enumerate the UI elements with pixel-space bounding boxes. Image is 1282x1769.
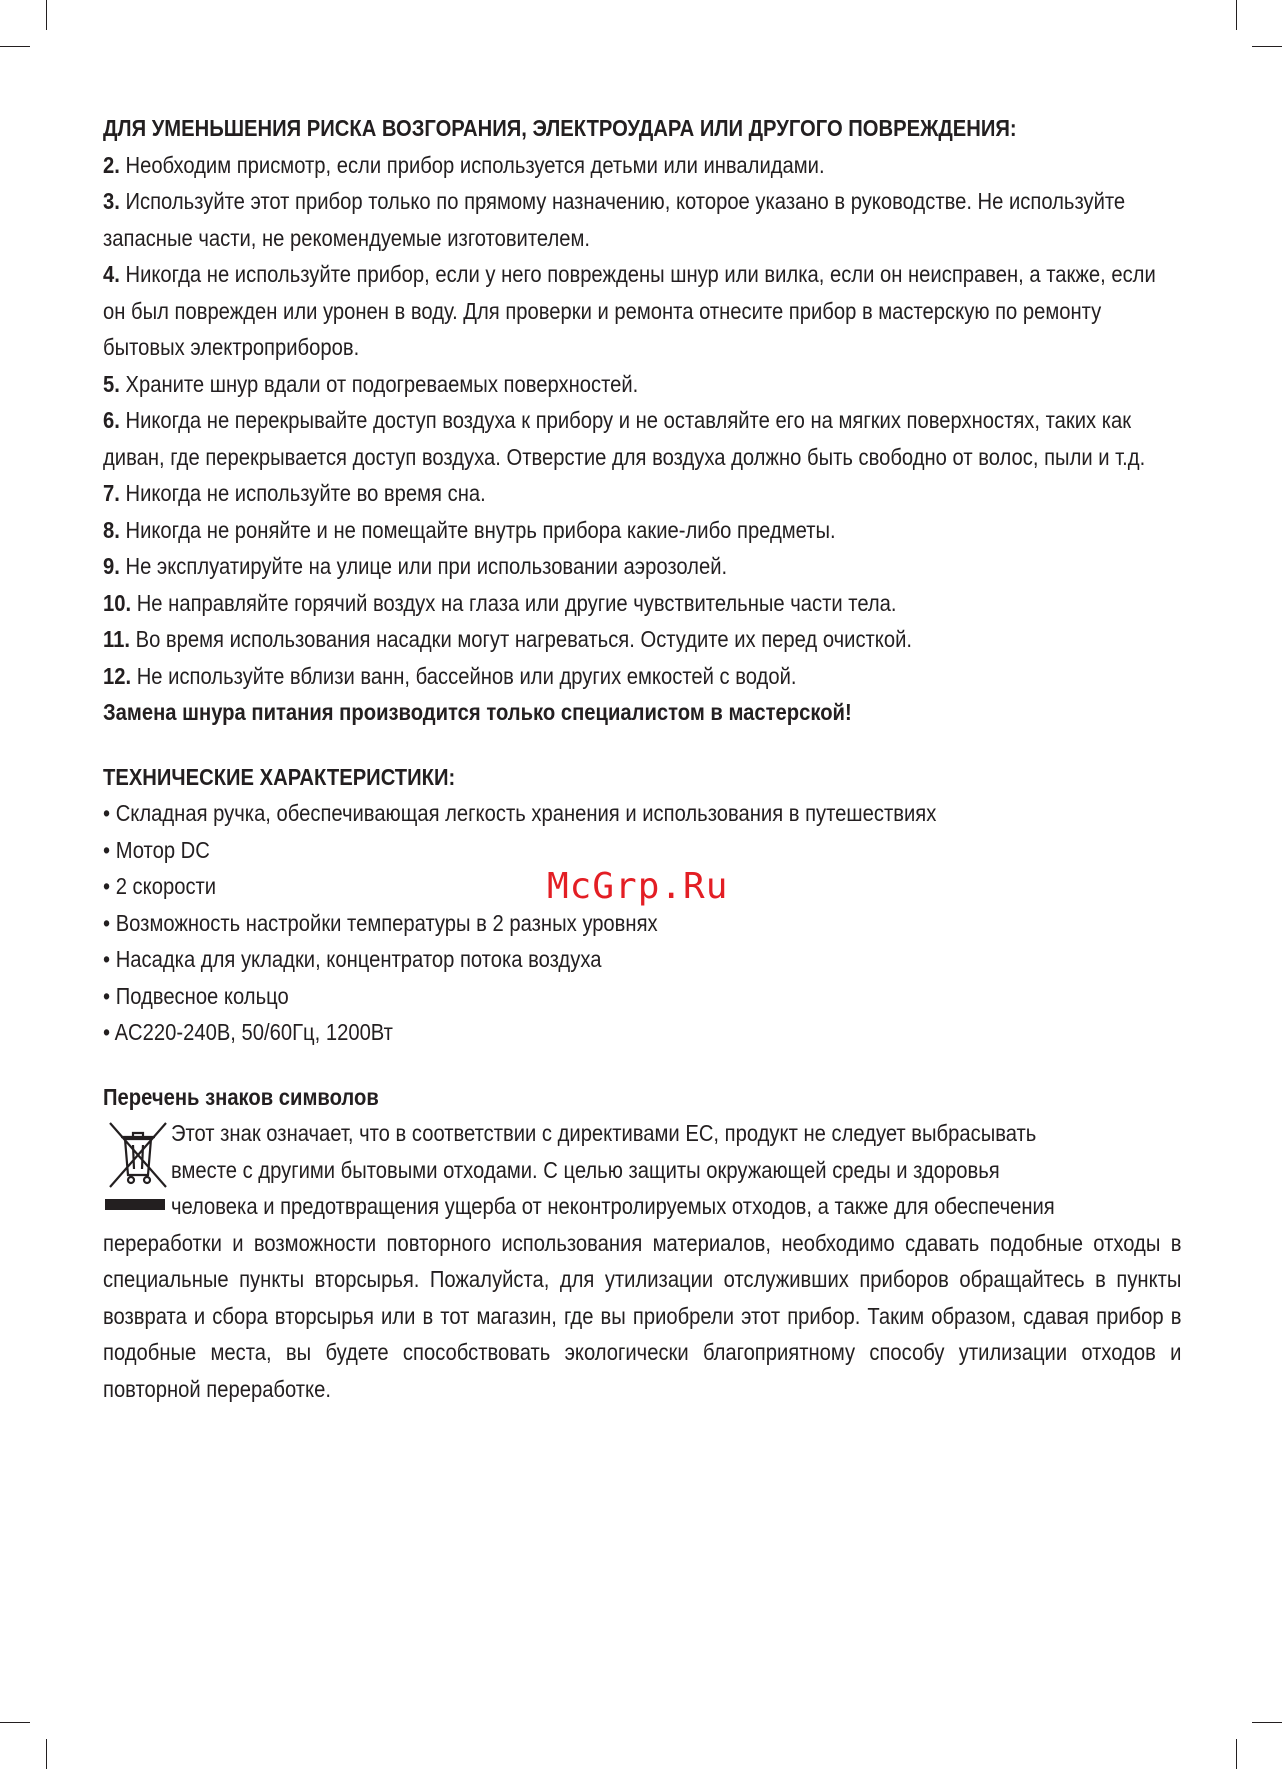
spec-item: • Насадка для укладки, концентратор потока воздуха: [103, 946, 602, 972]
crop-mark: [1252, 1722, 1282, 1723]
weee-line: человека и предотвращения ущерба от неконтролируемых отходов, а также для обеспечения: [170, 1193, 1055, 1219]
safety-item: 8. Никогда не роняйте и не помещайте внутрь прибора какие-либо предметы.: [103, 516, 836, 543]
safety-item: 4. Никогда не используйте прибор, если у него повреждены шнур или вилка, если он неисправен, а также, если он был поврежден или уронен в воду. Для проверки и ремонта отнесите прибор в мастерскую по ремонту бытовых электроприборов.: [103, 261, 1156, 360]
safety-item: 12. Не используйте вблизи ванн, бассейнов или других емкостей с водой.: [103, 662, 797, 689]
watermark: McGrp.Ru: [547, 866, 729, 907]
spec-item: • 2 скорости: [103, 873, 217, 899]
page-content: [103, 110, 1181, 1407]
safety-item: 3. Используйте этот прибор только по прямому назначению, которое указано в руководстве. Не используйте запасные части, не рекомендуемые изготовителем.: [103, 188, 1126, 251]
specs-heading: ТЕХНИЧЕСКИЕ ХАРАКТЕРИСТИКИ:: [103, 763, 456, 790]
crop-mark: [0, 1722, 30, 1723]
crop-mark: [1236, 1739, 1237, 1769]
crop-mark: [1236, 0, 1237, 30]
cord-warning: Замена шнура питания производится только специалистом в мастерской!: [103, 699, 852, 725]
crop-mark: [1252, 46, 1282, 47]
crop-mark: [46, 1739, 47, 1769]
safety-item: 9. Не эксплуатируйте на улице или при использовании аэрозолей.: [103, 553, 728, 579]
safety-item: 6. Никогда не перекрывайте доступ воздуха к прибору и не оставляйте его на мягких поверхностях, таких как диван, где перекрывается доступ воздуха. Отверстие для воздуха должно быть свободно от волос, пыли и т.д.: [103, 407, 1146, 470]
weee-paragraph: переработки и возможности повторного использования материалов, необходимо сдавать подобные отходы в специальные пункты вторсырья. Пожалуйста, для утилизации отслуживших приборов обращайтесь в пункты возврата и сбора вторсырья или в тот магазин, где вы приобрели этот прибор. Таким образом, сдавая прибор в подобные места, вы будете способствовать экологически благоприятному способу утилизации отходов и повторной переработке.: [103, 1229, 1182, 1402]
weee-line: Этот знак означает, что в соответствии с директивами ЕС, продукт не следует выбрасывать: [170, 1120, 1037, 1146]
crop-mark: [0, 46, 30, 47]
safety-list: [103, 147, 1181, 695]
specs-list: [103, 795, 1181, 1051]
safety-item: 2. Необходим присмотр, если прибор используется детьми или инвалидами.: [103, 151, 825, 178]
crop-mark: [46, 0, 47, 30]
spec-item: • Мотор DC: [103, 836, 210, 863]
spec-item: • Подвесное кольцо: [103, 982, 289, 1009]
weee-section: [103, 1115, 1181, 1407]
symbols-heading: Перечень знаков символов: [103, 1083, 379, 1110]
spec-item: • Складная ручка, обеспечивающая легкость хранения и использования в путешествиях: [103, 800, 937, 826]
safety-item: 5. Храните шнур вдали от подогреваемых поверхностей.: [103, 370, 639, 397]
safety-heading: ДЛЯ УМЕНЬШЕНИЯ РИСКА ВОЗГОРАНИЯ, ЭЛЕКТРОУДАРА ИЛИ ДРУГОГО ПОВРЕЖДЕНИЯ:: [103, 115, 1017, 141]
safety-item: 11. Во время использования насадки могут нагреваться. Остудите их перед очисткой.: [103, 626, 913, 652]
spec-item: • AC220-240В, 50/60Гц, 1200Вт: [103, 1019, 393, 1045]
safety-item: 7. Никогда не используйте во время сна.: [103, 480, 486, 506]
spec-item: • Возможность настройки температуры в 2 разных уровнях: [103, 909, 658, 936]
safety-item: 10. Не направляйте горячий воздух на глаза или другие чувствительные части тела.: [103, 589, 897, 616]
weee-line: вместе с другими бытовыми отходами. С целью защиты окружающей среды и здоровья: [170, 1156, 1000, 1183]
